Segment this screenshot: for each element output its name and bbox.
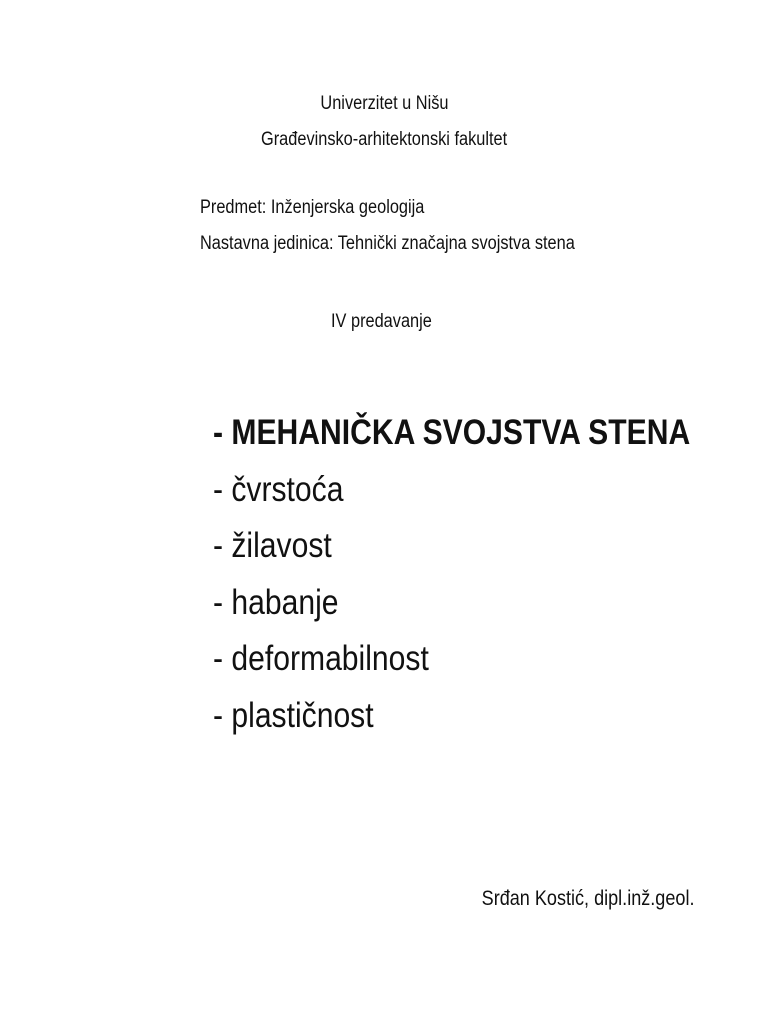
list-item [213,688,768,745]
list-item [213,631,768,688]
topic-item-text: - plastičnost [213,695,374,735]
author-line [447,885,694,913]
topic-item-text: - deformabilnost [213,639,429,678]
lecture-line [331,310,448,334]
university-name: Univerzitet u Nišu [319,93,449,114]
topic-heading-text: - MEHANIČKA SVOJSTVA STENA [213,413,691,452]
topic-heading [213,405,768,462]
list-item [213,575,768,632]
unit-text: Nastavna jedinica: Tehnički značajna svojstva stena [200,233,575,254]
lecture-number: IV predavanje [331,311,432,332]
university-line [0,92,768,116]
faculty-line [0,128,768,152]
topic-item-text: - habanje [213,582,339,622]
list-item [213,518,768,575]
list-item [213,462,768,519]
subject-text: Predmet: Inženjerska geologija [200,197,425,218]
unit-line [200,232,636,256]
subject-line [200,196,461,220]
topic-item-text: - čvrstoća [213,469,344,509]
author-name: Srđan Kostić, dipl.inž.geol. [481,887,694,910]
topic-item-text: - žilavost [213,526,332,565]
topic-list [213,405,768,744]
faculty-name: Građevinsko-arhitektonski fakultet [260,129,508,150]
